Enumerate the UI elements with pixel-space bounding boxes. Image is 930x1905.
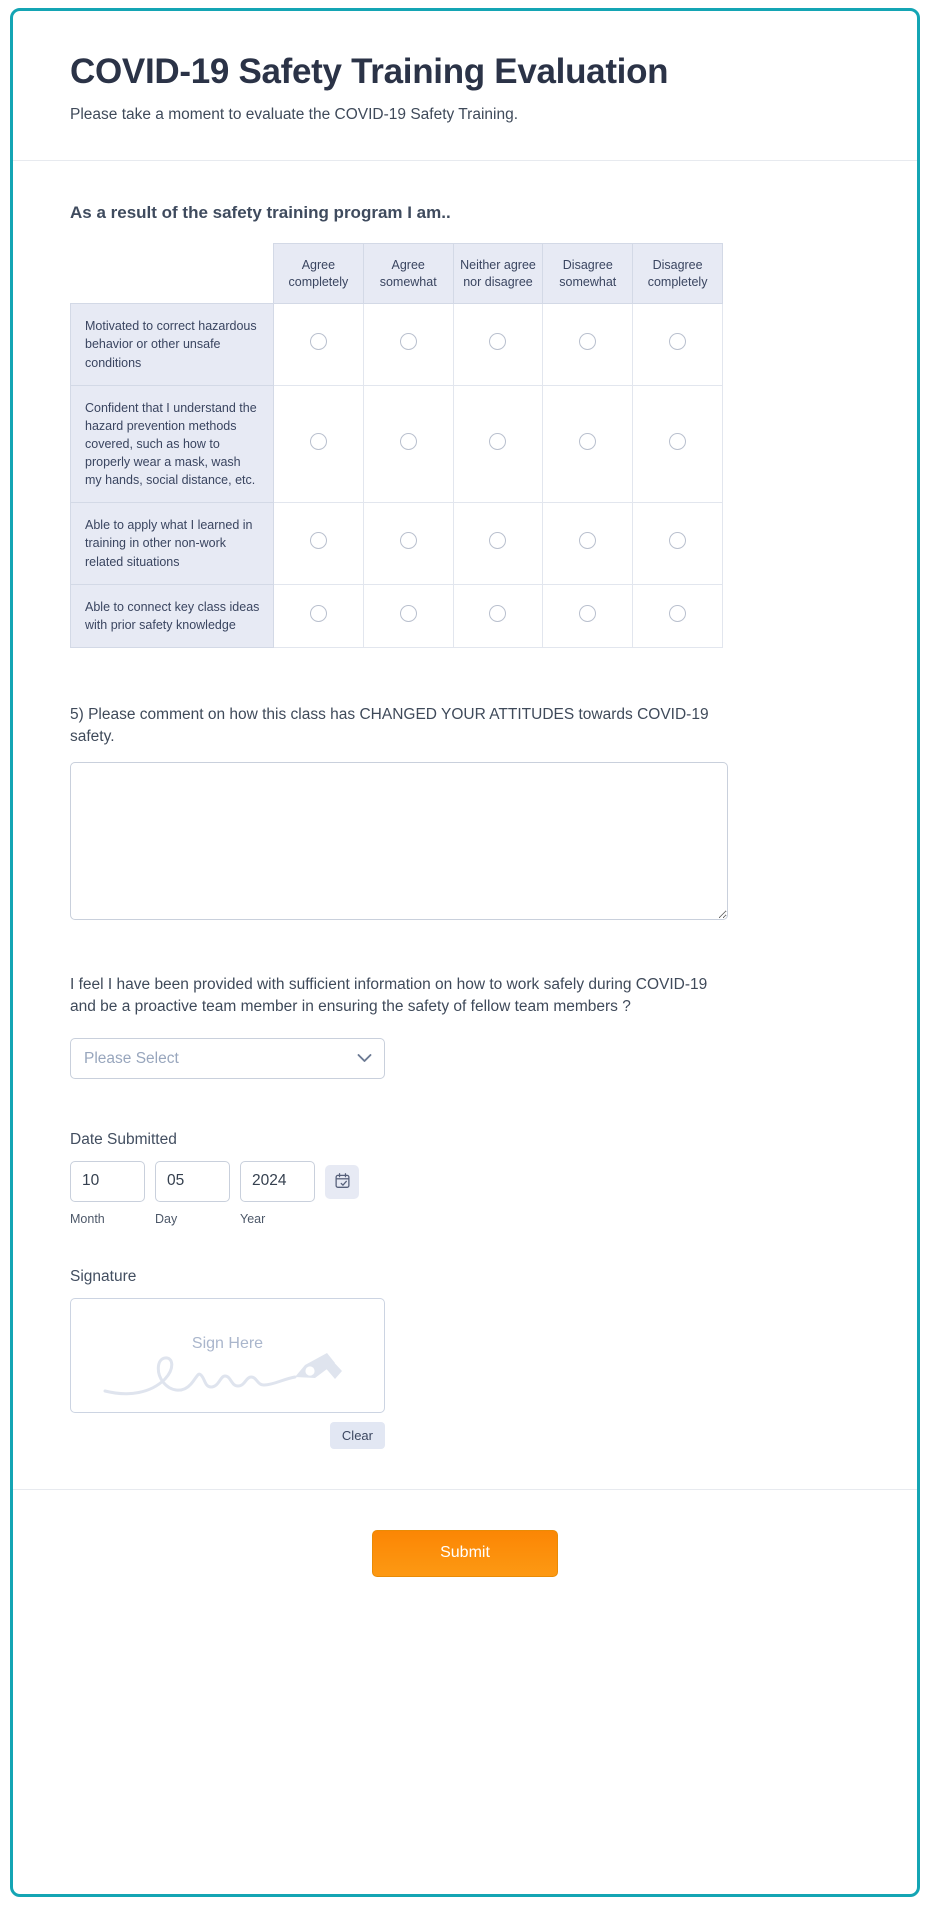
radio-button[interactable]: [489, 532, 506, 549]
radio-button[interactable]: [489, 433, 506, 450]
radio-button[interactable]: [489, 605, 506, 622]
day-sublabel: Day: [155, 1211, 178, 1226]
radio-button[interactable]: [579, 605, 596, 622]
radio-button[interactable]: [400, 333, 417, 350]
matrix-radio-cell-r2c1[interactable]: [274, 385, 364, 503]
radio-button[interactable]: [669, 433, 686, 450]
matrix-radio-cell-r3c4[interactable]: [543, 503, 633, 584]
table-row: [71, 584, 723, 647]
radio-button[interactable]: [579, 333, 596, 350]
matrix-radio-cell-r1c5[interactable]: [633, 304, 723, 385]
radio-button[interactable]: [400, 532, 417, 549]
date-submitted-block: [70, 1131, 860, 1226]
matrix-row-label-2: Confident that I understand the hazard prevention methods covered, such as how to properly wear a mask, wash my hands, social distance, etc.: [71, 385, 274, 503]
pen-nib-icon: [295, 1353, 342, 1379]
radio-button[interactable]: [579, 433, 596, 450]
signature-label: Signature: [70, 1267, 137, 1285]
matrix-radio-cell-r4c2[interactable]: [363, 584, 453, 647]
radio-button[interactable]: [579, 532, 596, 549]
signature-clear-row: [70, 1422, 385, 1449]
matrix-column-header-4: Disagree somewhat: [543, 244, 633, 304]
matrix-radio-cell-r3c5[interactable]: [633, 503, 723, 584]
matrix-radio-cell-r3c3[interactable]: [453, 503, 543, 584]
table-row: [71, 385, 723, 503]
matrix-column-header-3: Neither agree nor disagree: [453, 244, 543, 304]
dropdown-question-block: [70, 974, 860, 1079]
matrix-radio-cell-r2c3[interactable]: [453, 385, 543, 503]
matrix-radio-cell-r2c5[interactable]: [633, 385, 723, 503]
form-container: [10, 8, 920, 1897]
page-subtitle: Please take a moment to evaluate the COVID-19 Safety Training.: [70, 106, 519, 124]
matrix-column-header-5: Disagree completely: [633, 244, 723, 304]
matrix-row-label-4: Able to connect key class ideas with prior safety knowledge: [71, 584, 274, 647]
matrix-radio-cell-r4c3[interactable]: [453, 584, 543, 647]
matrix-radio-cell-r2c2[interactable]: [363, 385, 453, 503]
signature-scribble-icon: [99, 1351, 359, 1408]
matrix-table: [70, 243, 723, 648]
year-sublabel: Year: [240, 1211, 266, 1226]
radio-button[interactable]: [669, 333, 686, 350]
table-row: [71, 304, 723, 385]
matrix-question-block: [70, 203, 860, 648]
dropdown-question-label: I feel I have been provided with sufficient information on how to work safely during COVID-19 and be a proactive team member in ensuring the safety of fellow team members ?: [70, 975, 708, 1015]
month-input[interactable]: [70, 1161, 145, 1202]
matrix-corner-cell: [71, 244, 274, 304]
calendar-picker-button[interactable]: [325, 1165, 359, 1199]
radio-button[interactable]: [310, 605, 327, 622]
radio-button[interactable]: [489, 333, 506, 350]
signature-block: [70, 1268, 860, 1449]
matrix-row-label-3: Able to apply what I learned in training in other non-work related situations: [71, 503, 274, 584]
dropdown-wrapper: [70, 1038, 385, 1079]
signature-hint: Sign Here: [191, 1334, 264, 1352]
calendar-icon: [334, 1172, 351, 1192]
date-day-field: [155, 1161, 230, 1226]
matrix-radio-cell-r4c1[interactable]: [274, 584, 364, 647]
matrix-radio-cell-r1c4[interactable]: [543, 304, 633, 385]
matrix-column-header-2: Agree somewhat: [363, 244, 453, 304]
matrix-header-row: [71, 244, 723, 304]
clear-signature-button[interactable]: Clear: [330, 1422, 385, 1449]
matrix-row-label-1: Motivated to correct hazardous behavior or other unsafe conditions: [71, 304, 274, 385]
matrix-radio-cell-r4c4[interactable]: [543, 584, 633, 647]
matrix-column-header-1: Agree completely: [274, 244, 364, 304]
matrix-radio-cell-r4c5[interactable]: [633, 584, 723, 647]
matrix-radio-cell-r2c4[interactable]: [543, 385, 633, 503]
radio-button[interactable]: [400, 433, 417, 450]
date-month-field: [70, 1161, 145, 1226]
page-title: COVID-19 Safety Training Evaluation: [70, 52, 669, 91]
radio-button[interactable]: [400, 605, 417, 622]
radio-button[interactable]: [310, 532, 327, 549]
radio-button[interactable]: [310, 433, 327, 450]
date-submitted-label: Date Submitted: [70, 1130, 177, 1148]
matrix-question-title: As a result of the safety training program I am..: [70, 203, 451, 223]
date-year-field: [240, 1161, 315, 1226]
comment-question-label: 5) Please comment on how this class has CHANGED YOUR ATTITUDES towards COVID-19 safety.: [70, 705, 709, 745]
month-sublabel: Month: [70, 1211, 105, 1226]
matrix-table-wrap: [70, 243, 722, 648]
comment-textarea[interactable]: [70, 762, 728, 920]
sufficient-information-select[interactable]: [70, 1038, 385, 1079]
comment-question-block: [70, 704, 860, 920]
signature-pad[interactable]: [70, 1298, 385, 1413]
radio-button[interactable]: [310, 333, 327, 350]
matrix-radio-cell-r1c1[interactable]: [274, 304, 364, 385]
matrix-radio-cell-r1c3[interactable]: [453, 304, 543, 385]
matrix-radio-cell-r3c1[interactable]: [274, 503, 364, 584]
form-body: [13, 161, 917, 1449]
form-footer: [13, 1489, 917, 1621]
form-header: [13, 11, 917, 161]
submit-button[interactable]: Submit: [372, 1530, 558, 1577]
matrix-radio-cell-r1c2[interactable]: [363, 304, 453, 385]
day-input[interactable]: [155, 1161, 230, 1202]
date-fields-row: [70, 1161, 860, 1226]
table-row: [71, 503, 723, 584]
year-input[interactable]: [240, 1161, 315, 1202]
radio-button[interactable]: [669, 605, 686, 622]
radio-button[interactable]: [669, 532, 686, 549]
matrix-radio-cell-r3c2[interactable]: [363, 503, 453, 584]
